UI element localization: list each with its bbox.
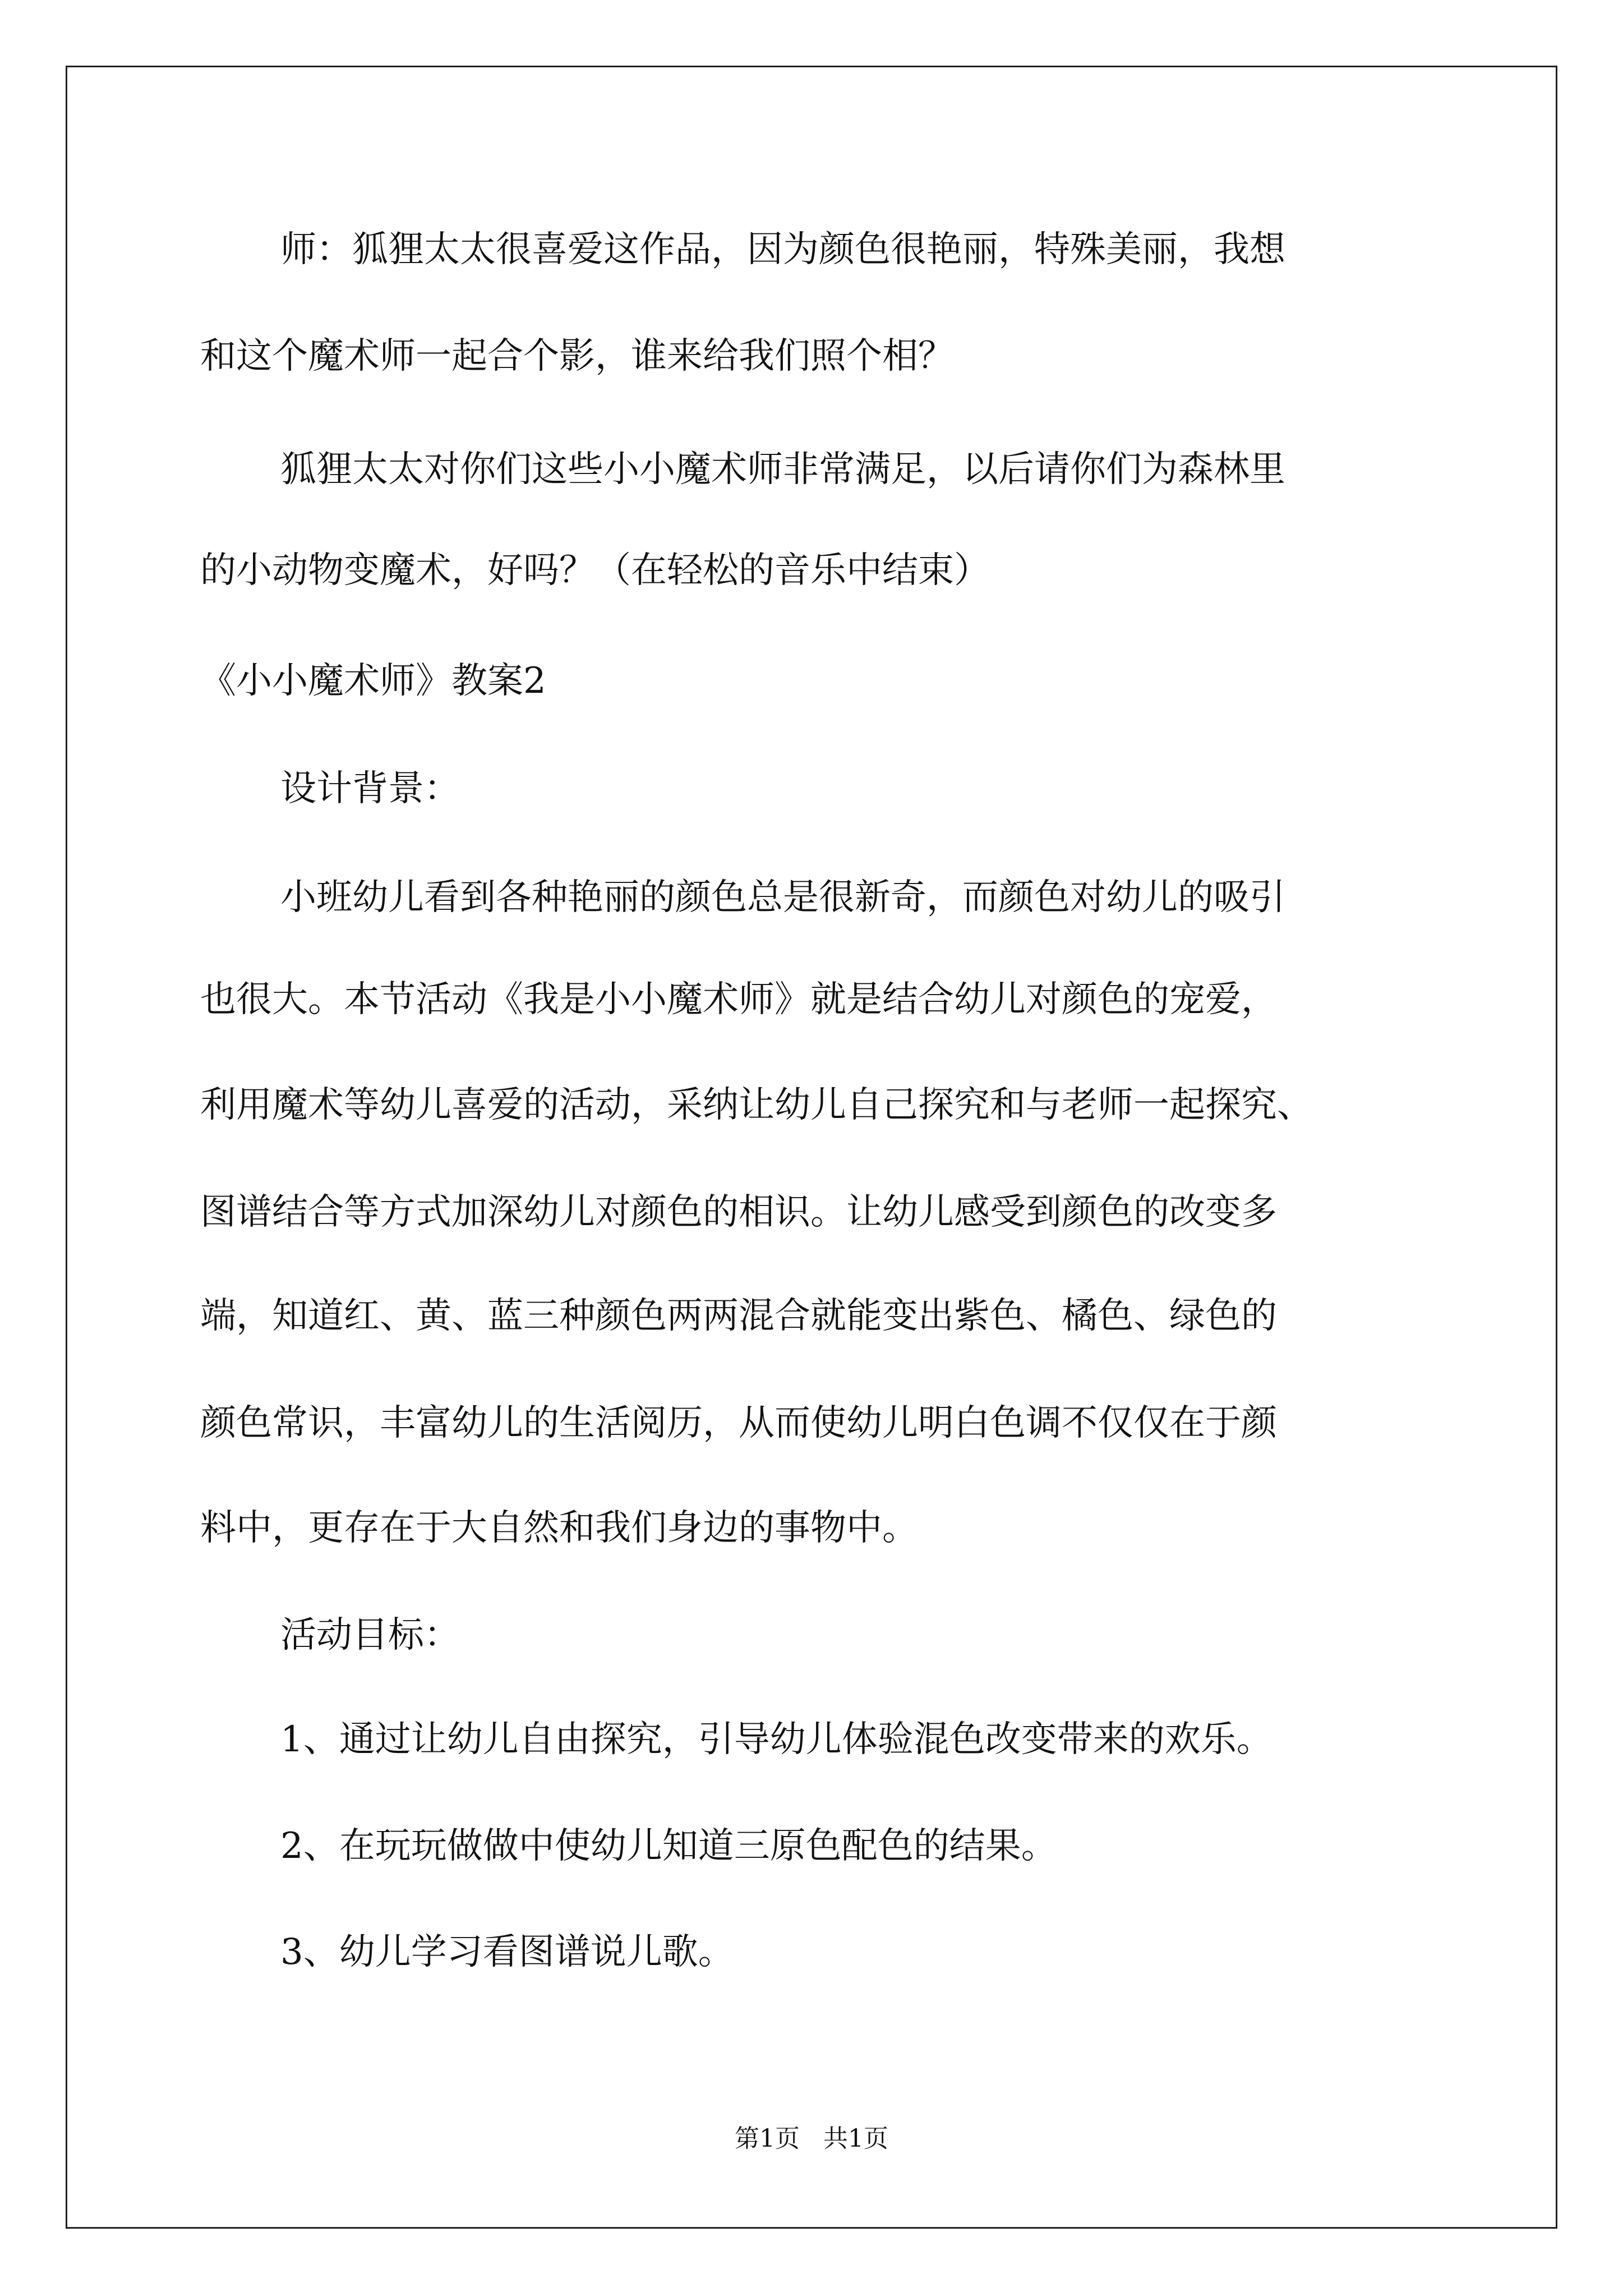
list-item: 1、通过让幼儿自由探究，引导幼儿体验混色改变带来的欢乐。 bbox=[280, 1719, 1272, 1760]
paragraph-line: 师：狐狸太太很喜爱这作品，因为颜色很艳丽，特殊美丽，我想 bbox=[280, 229, 1285, 270]
section-heading: 活动目标： bbox=[280, 1614, 460, 1656]
paragraph-line: 狐狸太太对你们这些小小魔术师非常满足，以后请你们为森林里 bbox=[280, 449, 1285, 490]
section-title: 《小小魔术师》教案2 bbox=[200, 660, 546, 702]
paragraph-line: 也很大。本节活动《我是小小魔术师》就是结合幼儿对颜色的宠爱， bbox=[200, 979, 1277, 1020]
list-item: 3、幼儿学习看图谱说儿歌。 bbox=[280, 1931, 734, 1973]
paragraph-line: 图谱结合等方式加深幼儿对颜色的相识。让幼儿感受到颜色的改变多 bbox=[200, 1191, 1277, 1233]
paragraph-line: 颜色常识，丰富幼儿的生活阅历，从而使幼儿明白色调不仅仅在于颜 bbox=[200, 1402, 1277, 1444]
paragraph-line: 的小动物变魔术，好吗？（在轻松的音乐中结束） bbox=[200, 550, 990, 591]
list-item: 2、在玩玩做做中使幼儿知道三原色配色的结果。 bbox=[280, 1825, 1057, 1867]
paragraph-line: 利用魔术等幼儿喜爱的活动，采纳让幼儿自己探究和与老师一起探究、 bbox=[200, 1084, 1313, 1126]
paragraph-line: 和这个魔术师一起合个影，谁来给我们照个相？ bbox=[200, 335, 954, 377]
paragraph-line: 小班幼儿看到各种艳丽的颜色总是很新奇，而颜色对幼儿的吸引 bbox=[280, 877, 1285, 918]
page-footer: 第1页 共1页 bbox=[735, 2124, 888, 2153]
page-border bbox=[66, 66, 1557, 2229]
section-heading: 设计背景： bbox=[280, 768, 460, 809]
paragraph-line: 端，知道红、黄、蓝三种颜色两两混合就能变出紫色、橘色、绿色的 bbox=[200, 1295, 1277, 1337]
paragraph-line: 料中，更存在于大自然和我们身边的事物中。 bbox=[200, 1507, 918, 1549]
